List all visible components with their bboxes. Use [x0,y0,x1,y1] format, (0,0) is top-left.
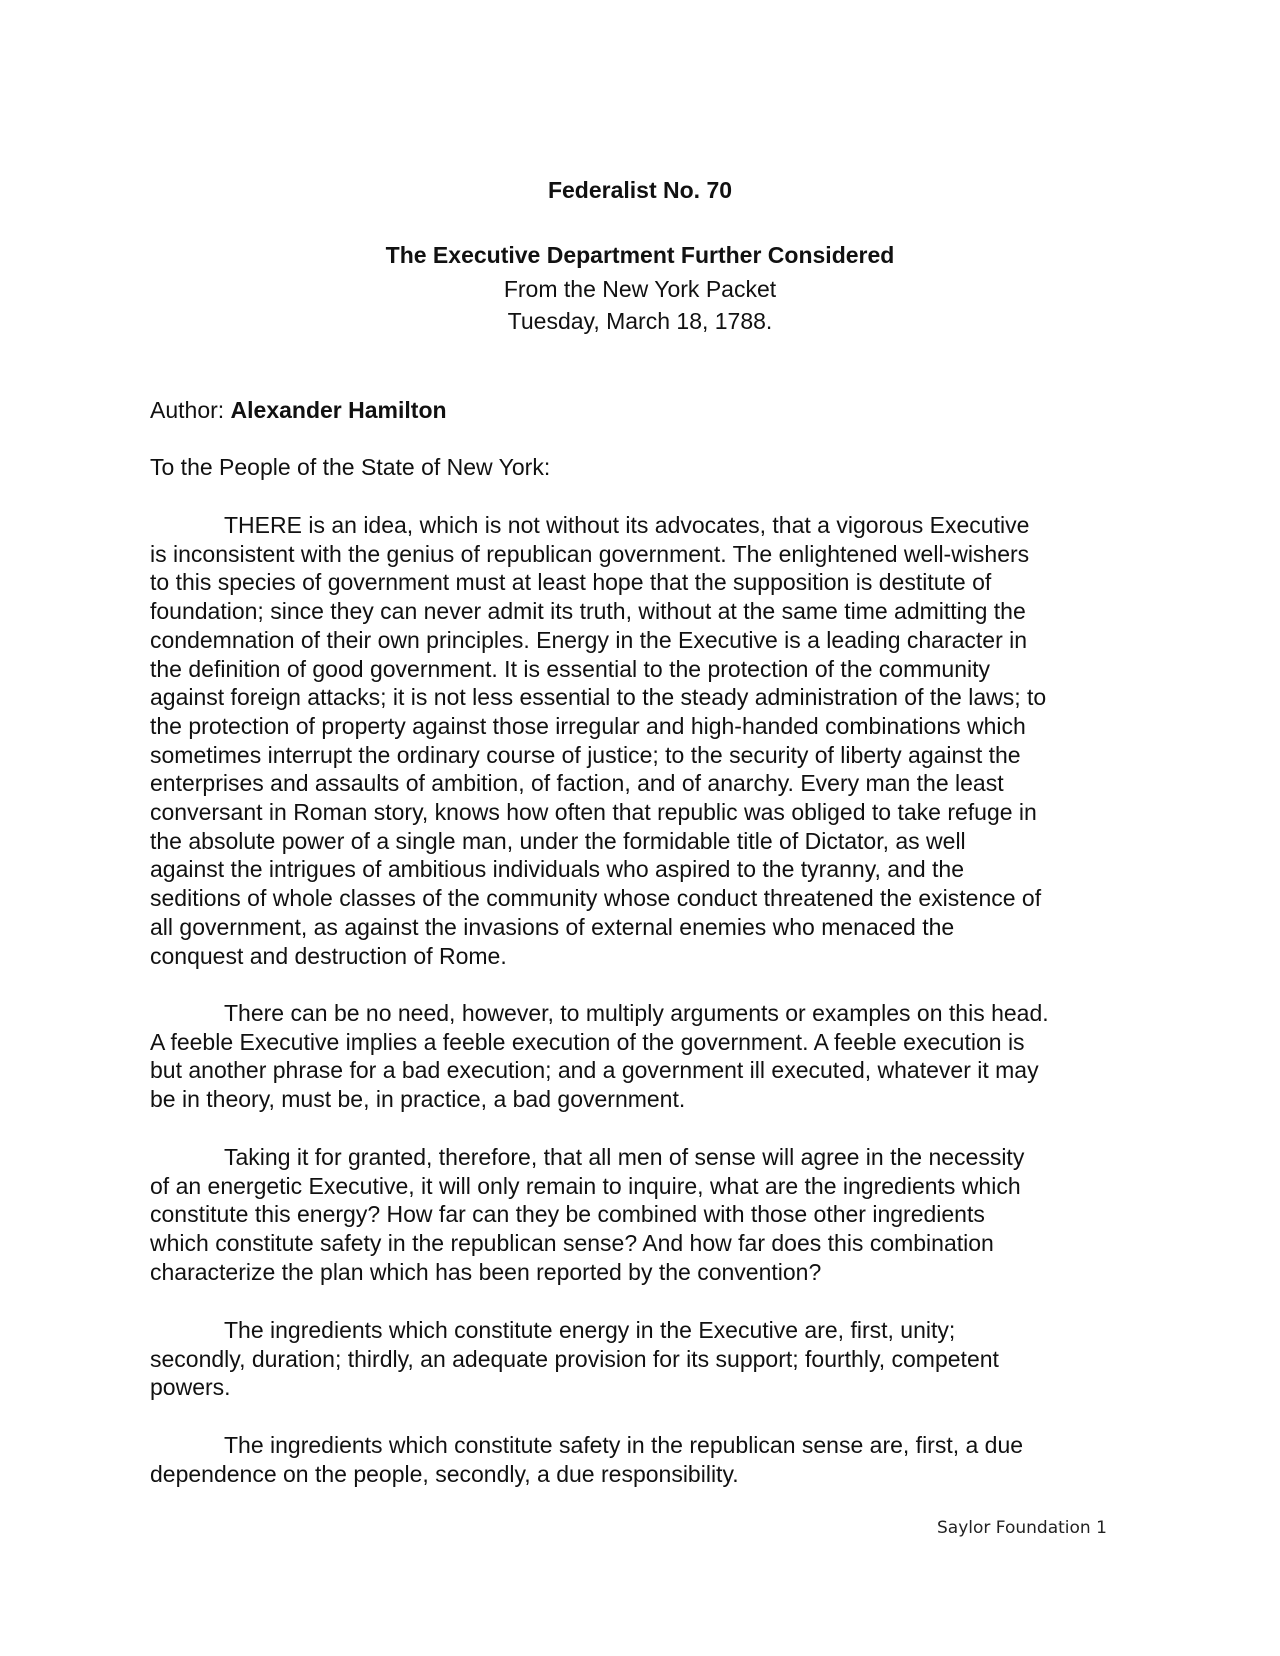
text-line: which constitute safety in the republican sense? And how far does this combination [150,1230,994,1257]
author-line [150,396,1150,425]
text-line: The ingredients which constitute energy in the Executive are, first, unity; [224,1317,956,1343]
document-title: Federalist No. 70 [547,177,733,203]
text-line: the definition of good government. It is essential to the protection of the community [150,655,990,682]
text-line: Taking it for granted, therefore, that all men of sense will agree in the necessity [224,1144,1025,1170]
text-line: powers. [150,1374,231,1401]
text-line: all government, as against the invasions of external enemies who menaced the [150,913,955,940]
paragraph-3 [150,1143,1150,1287]
text-line: The ingredients which constitute safety in the republican sense are, first, a due [224,1432,1024,1458]
paragraph-4 [150,1316,1150,1402]
text-line: THERE is an idea, which is not without its advocates, that a vigorous Executive [224,512,1030,538]
salutation: To the People of the State of New York: [150,454,551,480]
text-line: enterprises and assaults of ambition, of faction, and of anarchy. Every man the least [150,770,1004,797]
text-line: against the intrigues of ambitious individuals who aspired to the tyranny, and the [150,856,965,883]
text-line: A feeble Executive implies a feeble execution of the government. A feeble execution is [150,1028,1025,1055]
text-line: conversant in Roman story, knows how often that republic was obliged to take refuge in [150,799,1037,826]
author-label: Author: [150,397,225,423]
text-line: constitute this energy? How far can they be combined with those other ingredients [150,1201,985,1228]
text-line: foundation; since they can never admit its truth, without at the same time admitting the [150,598,1026,625]
date-line: Tuesday, March 18, 1788. [507,308,773,334]
text-line: the absolute power of a single man, under the formidable title of Dictator, as well [150,827,966,854]
text-line: to this species of government must at least hope that the supposition is destitute of [150,569,992,596]
paragraph-2 [150,999,1150,1114]
text-line: but another phrase for a bad execution; and a government ill executed, whatever it may [150,1057,1039,1084]
text-line: of an energetic Executive, it will only remain to inquire, what are the ingredients which [150,1172,1021,1199]
text-line: characterize the plan which has been reported by the convention? [150,1258,822,1285]
text-line: be in theory, must be, in practice, a bad government. [150,1086,686,1113]
page-footer: Saylor Foundation 1 [937,1518,1107,1538]
text-line: sometimes interrupt the ordinary course of justice; to the security of liberty against the [150,741,1021,768]
author-name: Alexander Hamilton [230,397,447,423]
text-line: is inconsistent with the genius of republican government. The enlightened well-wishers [150,540,1030,567]
paragraph-5 [150,1431,1150,1488]
paragraph-1 [150,511,1150,970]
text-line: seditions of whole classes of the community whose conduct threatened the existence of [150,885,1042,912]
text-line: against foreign attacks; it is not less essential to the steady administration of the laws; to [150,684,1047,711]
text-line: There can be no need, however, to multiply arguments or examples on this head. [224,1000,1049,1026]
text-line: conquest and destruction of Rome. [150,942,507,969]
text-line: the protection of property against those irregular and high-handed combinations which [150,712,1026,739]
text-line: secondly, duration; thirdly, an adequate provision for its support; fourthly, competent [150,1345,999,1372]
text-line: dependence on the people, secondly, a due responsibility. [150,1460,739,1487]
document-subtitle: The Executive Department Further Considered [385,242,895,268]
text-line: condemnation of their own principles. Energy in the Executive is a leading character in [150,626,1028,653]
source-line: From the New York Packet [503,276,777,302]
